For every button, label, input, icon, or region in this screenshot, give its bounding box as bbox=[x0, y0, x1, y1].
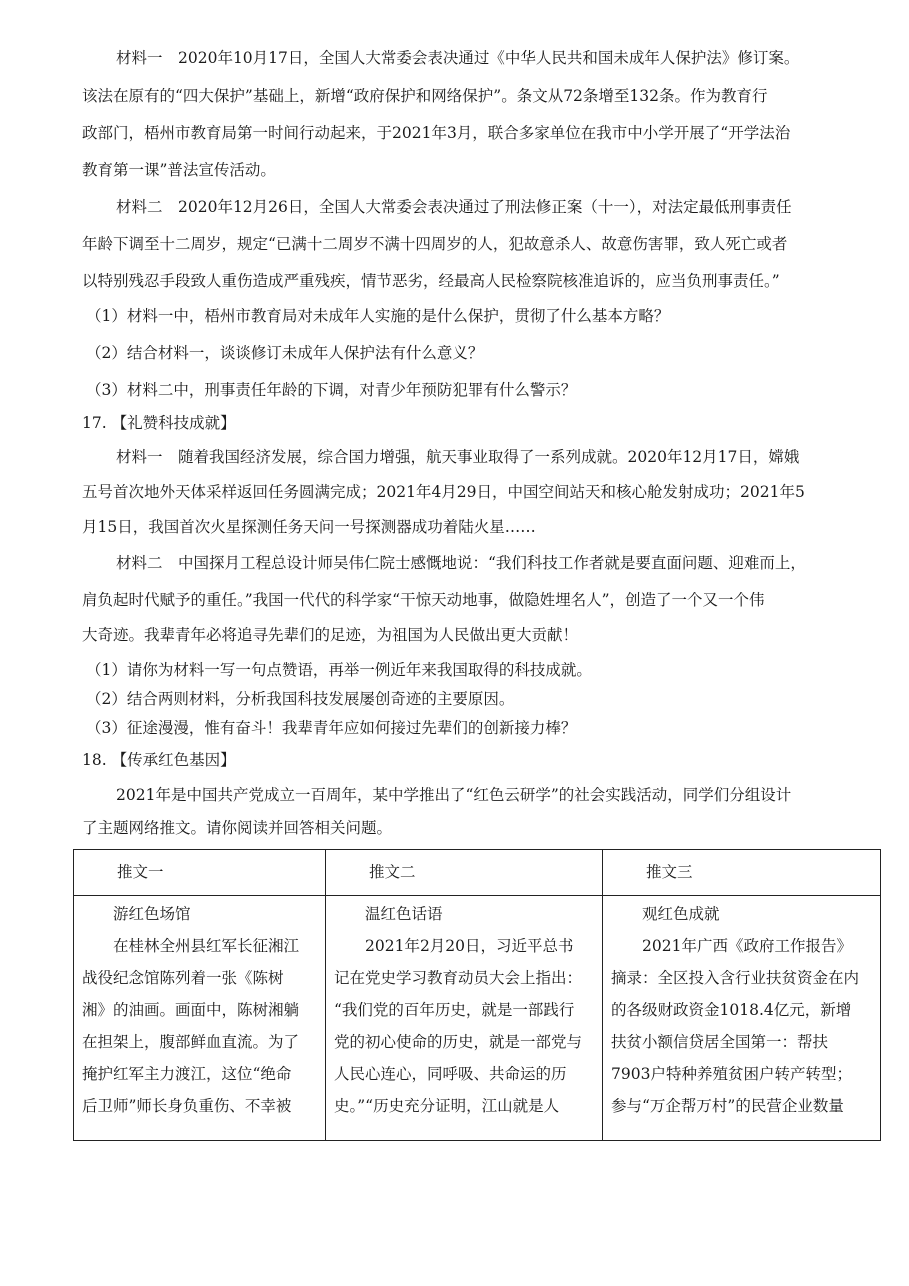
tweet2-subtitle: 温红色话语 bbox=[365, 905, 443, 923]
q16-material2-line3: 以特别残忍手段致人重伤造成严重残疾，情节恶劣，经最高人民检察院核准追诉的，应当负刑事责任。” bbox=[82, 272, 780, 290]
tweet2-line5: 人民心连心，同呼吸、共命运的历 bbox=[334, 1065, 567, 1083]
tweet2-line6: 史。”“历史充分证明，江山就是人 bbox=[334, 1097, 560, 1115]
header-cell-tweet1: 推文一 bbox=[74, 850, 326, 896]
q17-material1-line1: 材料一 随着我国经济发展，综合国力增强，航天事业取得了一系列成就。2020年12月17日，嫦娥 bbox=[116, 448, 800, 466]
tweet3-subtitle: 观红色成就 bbox=[642, 905, 720, 923]
table-body-row bbox=[74, 896, 881, 1141]
tweet1-line5: 掩护红军主力渡江，这位“绝命 bbox=[82, 1065, 292, 1083]
tweet-table bbox=[73, 849, 881, 1141]
q18-intro-line1: 2021年是中国共产党成立一百周年，某中学推出了“红色云研学”的社会实践活动，同学们分组设计 bbox=[116, 786, 792, 804]
header-cell-tweet3: 推文三 bbox=[603, 850, 881, 896]
header-cell-tweet2: 推文二 bbox=[326, 850, 603, 896]
tweet2-line1: 2021年2月20日，习近平总书 bbox=[365, 937, 574, 955]
tweet3-line2: 摘录：全区投入含行业扶贫资金在内 bbox=[611, 969, 860, 987]
q17-material2-line2: 肩负起时代赋予的重任。”我国一代代的科学家“干惊天动地事，做隐姓埋名人”，创造了一个又一个伟 bbox=[82, 591, 765, 609]
tweet3-line5: 7903户特种养殖贫困户转产转型； bbox=[611, 1065, 852, 1083]
q17-question-3: （3）征途漫漫，惟有奋斗！我辈青年应如何接过先辈们的创新接力棒？ bbox=[86, 719, 577, 737]
tweet1-line2: 战役纪念馆陈列着一张《陈树 bbox=[82, 969, 284, 987]
q17-material2-line1: 材料二 中国探月工程总设计师吴伟仁院士感慨地说：“我们科技工作者就是要直面问题、迎难而上， bbox=[116, 554, 806, 572]
tweet2-line2: 记在党史学习教育动员大会上指出： bbox=[334, 969, 583, 987]
q18-intro-line2: 了主题网络推文。请你阅读并回答相关问题。 bbox=[82, 819, 393, 837]
tweet1-line4: 在担架上，腹部鲜血直流。为了 bbox=[82, 1033, 300, 1051]
table-header-row bbox=[74, 850, 881, 896]
tweet1-line3: 湘》的油画。画面中，陈树湘躺 bbox=[82, 1001, 300, 1019]
tweet2-line4: 党的初心使命的历史，就是一部党与 bbox=[334, 1033, 583, 1051]
tweet3-line4: 扶贫小额信贷居全国第一：帮扶 bbox=[611, 1033, 829, 1051]
tweet3-line1: 2021年广西《政府工作报告》 bbox=[642, 937, 852, 955]
tweet2-line3: “我们党的百年历史，就是一部践行 bbox=[334, 1001, 575, 1019]
q16-material1-line3: 政部门，梧州市教育局第一时间行动起来，于2021年3月，联合多家单位在我市中小学开展了“开学法治 bbox=[82, 124, 791, 142]
q18-title: 18. 【传承红色基因】 bbox=[82, 751, 236, 769]
q16-material1-line1: 材料一 2020年10月17日，全国人大常委会表决通过《中华人民共和国未成年人保护法》修订案。 bbox=[116, 49, 800, 67]
q17-material1-line2: 五号首次地外天体采样返回任务圆满完成；2021年4月29日，中国空间站天和核心舱发射成功；2021年5 bbox=[82, 483, 805, 501]
q16-question-2: （2）结合材料一，谈谈修订未成年人保护法有什么意义？ bbox=[86, 344, 484, 362]
q16-material2-line2: 年龄下调至十二周岁，规定“已满十二周岁不满十四周岁的人，犯故意杀人、故意伤害罪，致人死亡或者 bbox=[82, 235, 788, 253]
q17-question-2: （2）结合两则材料，分析我国科技发展屡创奇迹的主要原因。 bbox=[86, 690, 515, 708]
q17-material2-line3: 大奇迹。我辈青年必将追寻先辈们的足迹，为祖国为人民做出更大贡献！ bbox=[82, 626, 579, 644]
q16-material2-line1: 材料二 2020年12月26日，全国人大常委会表决通过了刑法修正案（十一），对法定最低刑事责任 bbox=[116, 198, 792, 216]
tweet3-line6: 参与“万企帮万村”的民营企业数量 bbox=[611, 1097, 844, 1115]
tweet1-line6: 后卫师”师长身负重伤、不幸被 bbox=[82, 1097, 292, 1115]
q16-question-3: （3）材料二中，刑事责任年龄的下调，对青少年预防犯罪有什么警示？ bbox=[86, 381, 577, 399]
q16-material1-line4: 教育第一课”普法宣传活动。 bbox=[82, 161, 276, 179]
q16-question-1: （1）材料一中，梧州市教育局对未成年人实施的是什么保护，贯彻了什么基本方略？ bbox=[86, 307, 670, 325]
tweet1-line1: 在桂林全州县红军长征湘江 bbox=[113, 937, 300, 955]
body-cell-tweet2 bbox=[326, 896, 603, 1141]
body-cell-tweet3 bbox=[603, 896, 881, 1141]
q17-question-1: （1）请你为材料一写一句点赞语，再举一例近年来我国取得的科技成就。 bbox=[86, 661, 592, 679]
body-cell-tweet1 bbox=[74, 896, 326, 1141]
tweet1-subtitle: 游红色场馆 bbox=[113, 905, 191, 923]
q17-title: 17. 【礼赞科技成就】 bbox=[82, 414, 236, 432]
q17-material1-line3: 月15日，我国首次火星探测任务天问一号探测器成功着陆火星…… bbox=[82, 518, 536, 536]
q16-material1-line2: 该法在原有的“四大保护”基础上，新增“政府保护和网络保护”。条文从72条增至132条。作为教育行 bbox=[82, 87, 768, 105]
tweet3-line3: 的各级财政资金1018.4亿元，新增 bbox=[611, 1001, 852, 1019]
